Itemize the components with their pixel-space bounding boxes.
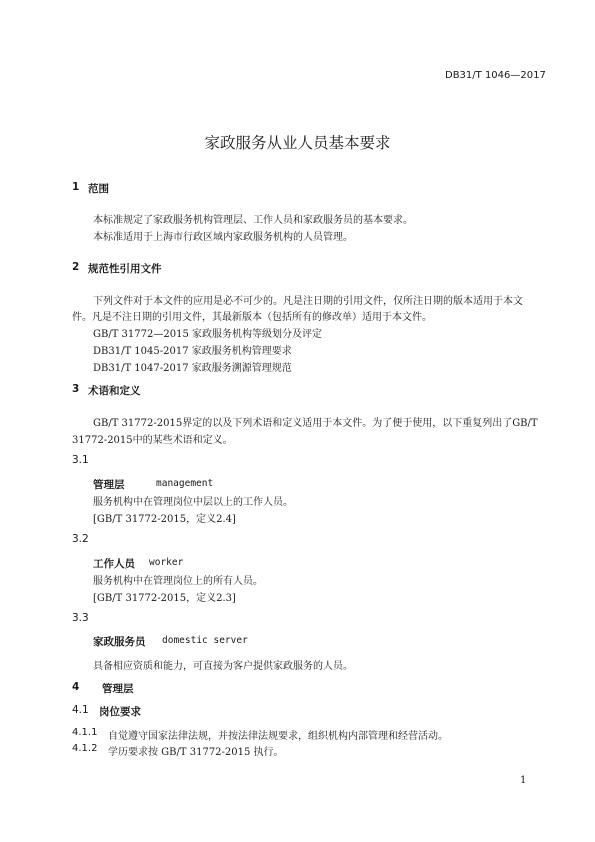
- section-1-heading: 范围: [88, 183, 109, 195]
- clause-4-1-2-number: 4.1.2: [72, 743, 98, 754]
- term-3-2-name: 工作人员: [93, 558, 135, 570]
- section-1-number: 1: [72, 181, 80, 193]
- term-3-3-name: 家政服务员: [93, 636, 146, 648]
- reference-item: DB31/T 1045-2017 家政服务机构管理要求: [93, 346, 292, 357]
- term-3-3-definition: 具备相应资质和能力，可直接为客户提供家政服务的人员。: [93, 661, 353, 672]
- term-3-1-english: management: [156, 478, 214, 489]
- clause-4-1-1-number: 4.1.1: [72, 727, 98, 738]
- subsection-4-1-number: 4.1: [72, 704, 89, 716]
- section-1-paragraph-1: 本标准规定了家政服务机构管理层、工作人员和家政服务员的基本要求。: [93, 215, 413, 226]
- section-4-number: 4: [72, 681, 80, 693]
- term-3-1-name: 管理层: [93, 479, 125, 491]
- section-2-heading: 规范性引用文件: [88, 263, 162, 275]
- section-4-heading: 管理层: [102, 683, 134, 695]
- term-3-1-number: 3.1: [72, 454, 89, 466]
- term-3-2-number: 3.2: [72, 533, 89, 545]
- doc-code: DB31/T 1046—2017: [445, 70, 546, 81]
- term-3-2-source: [GB/T 31772-2015，定义2.3]: [93, 593, 236, 604]
- reference-item: GB/T 31772—2015 家政服务机构等级划分及评定: [93, 329, 322, 340]
- page-number: 1: [520, 775, 527, 786]
- section-3-paragraph-line-1: GB/T 31772-2015界定的以及下列术语和定义适用于本文件。为了便于使用，以下重复列出了GB/T: [93, 418, 538, 429]
- section-3-number: 3: [72, 383, 80, 395]
- clause-4-1-2-text: 学历要求按 GB/T 31772-2015 执行。: [108, 747, 284, 758]
- term-3-2-definition: 服务机构中在管理岗位上的所有人员。: [93, 576, 263, 587]
- section-3-heading: 术语和定义: [88, 385, 141, 397]
- clause-4-1-1-text: 自觉遵守国家法律法规，并按法律法规要求，组织机构内部管理和经营活动。: [108, 731, 448, 742]
- term-3-3-number: 3.3: [72, 612, 89, 624]
- section-2-number: 2: [72, 261, 80, 273]
- section-2-paragraph-line-1: 下列文件对于本文件的应用是必不可少的。凡是注日期的引用文件，仅所注日期的版本适用于本文: [93, 296, 523, 307]
- section-1-paragraph-2: 本标准适用于上海市行政区域内家政服务机构的人员管理。: [93, 232, 353, 243]
- term-3-3-english: domestic server: [162, 635, 248, 646]
- term-3-1-definition: 服务机构中在管理岗位中层以上的工作人员。: [93, 497, 293, 508]
- document-title: 家政服务从业人员基本要求: [204, 134, 391, 152]
- section-3-paragraph-line-2: 31772-2015中的某些术语和定义。: [72, 435, 233, 446]
- term-3-1-source: [GB/T 31772-2015，定义2.4]: [93, 514, 236, 525]
- reference-item: DB31/T 1047-2017 家政服务溯源管理规范: [93, 363, 292, 374]
- subsection-4-1-heading: 岗位要求: [99, 706, 141, 718]
- section-2-paragraph-line-2: 件。凡是不注日期的引用文件，其最新版本（包括所有的修改单）适用于本文件。: [72, 312, 432, 323]
- term-3-2-english: worker: [149, 557, 184, 568]
